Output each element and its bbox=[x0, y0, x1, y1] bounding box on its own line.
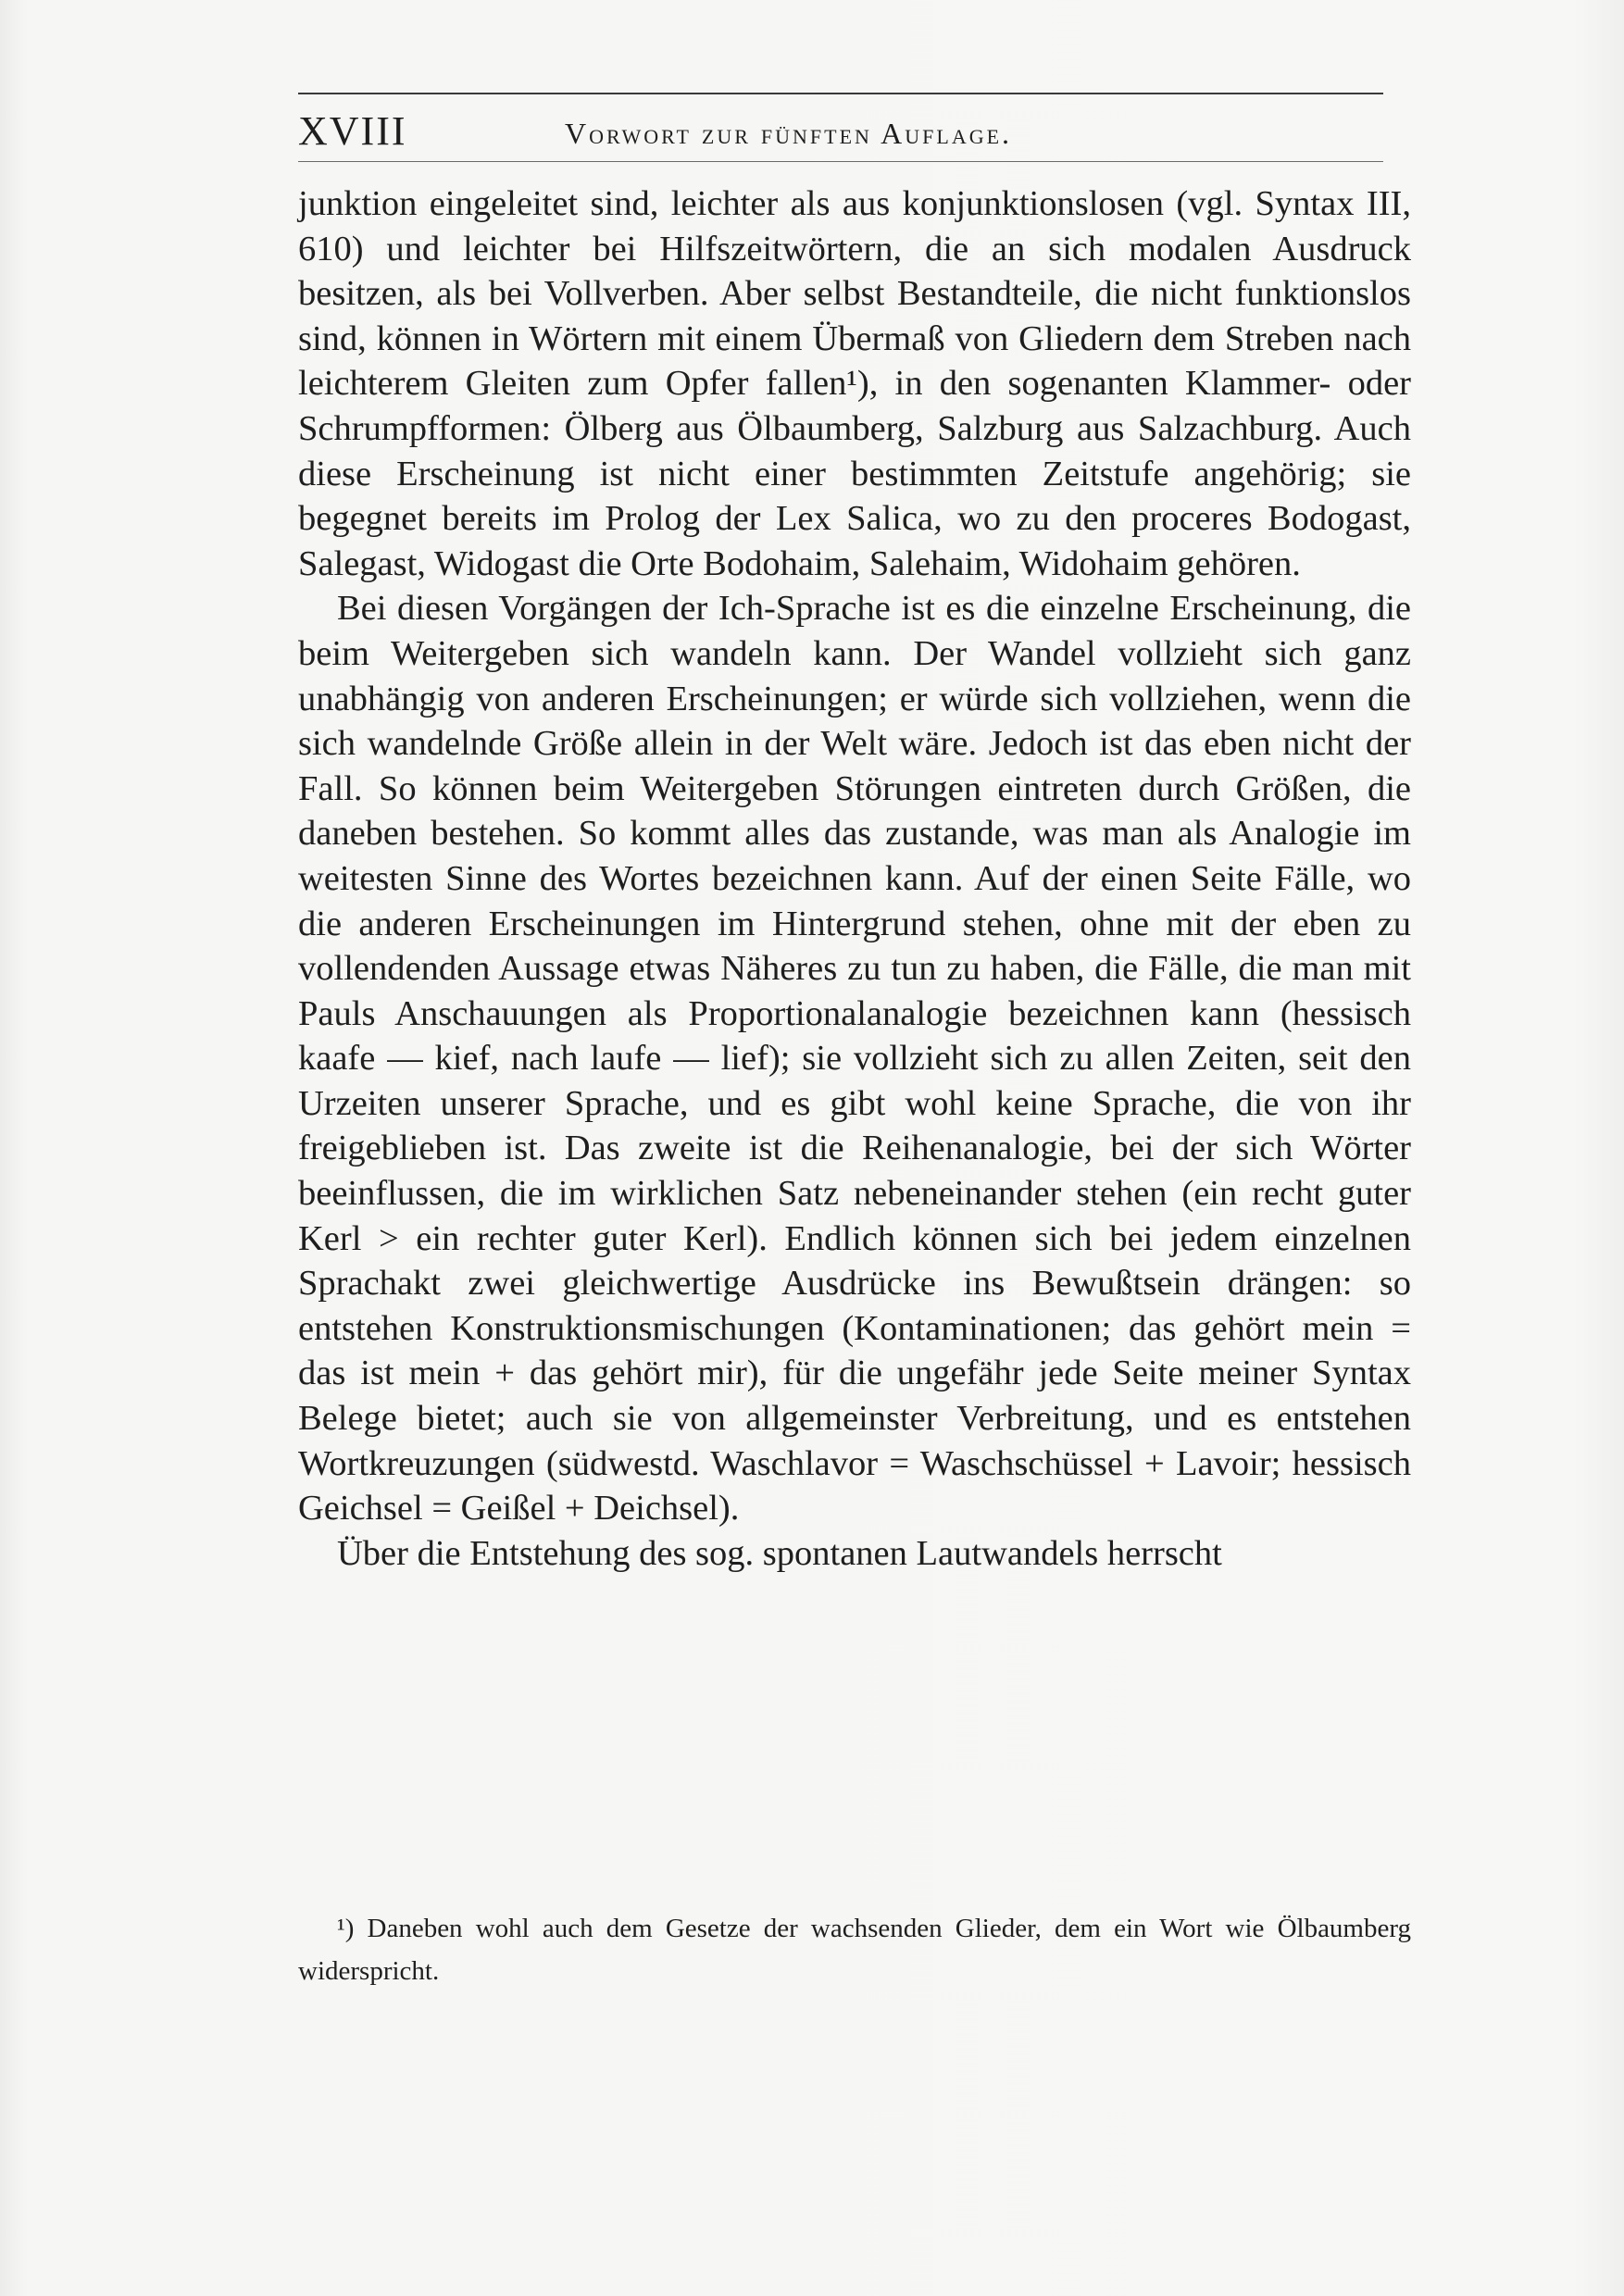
footnote: ¹) Daneben wohl auch dem Gesetze der wachsenden Glieder, dem ein Wort wie Ölbaumberg widerspricht. bbox=[298, 1914, 1411, 1986]
body-text bbox=[298, 181, 1411, 1576]
page-number: XVIII bbox=[298, 108, 407, 154]
header-rule-bottom bbox=[298, 161, 1383, 162]
paragraph-1: junktion eingeleitet sind, leichter als aus konjunktionslosen (vgl. Syntax III, 610) und leichter bei Hilfszeitwörtern, die an sich modalen Ausdruck besitzen, als bei Vollverben. Aber selbst Bestandteile, die nicht funktionslos sind, können in Wörtern mit einem Übermaß von Gliedern dem Streben nach leichterem Gleiten zum Opfer fallen¹), in den sogenanten Klammer- oder Schrumpfformen: Ölberg aus Ölbaumberg, Salzburg aus Salzachburg. Auch diese Erscheinung ist nicht einer bestimmten Zeitstufe angehörig; sie begegnet bereits im Prolog der Lex Salica, wo zu den proceres Bodogast, Salegast, Widogast die Orte Bodohaim, Salehaim, Widohaim gehören. bbox=[298, 184, 1411, 583]
paragraph-3: Über die Entstehung des sog. spontanen Lautwandels herrscht bbox=[337, 1533, 1222, 1573]
header-rule-top bbox=[298, 93, 1383, 94]
running-head: Vorwort zur fünften Auflage. bbox=[565, 117, 1013, 150]
paragraph-2: Bei diesen Vorgängen der Ich-Sprache ist es die einzelne Erscheinung, die beim Weitergeben sich wandeln kann. Der Wandel vollzieht sich ganz unabhängig von anderen Erscheinungen; er würde sich vollziehen, wenn die sich wandelnde Größe allein in der Welt wäre. Jedoch ist das eben nicht der Fall. So können beim Weitergeben Störungen eintreten durch Größen, die daneben bestehen. So kommt alles das zustande, was man als Analogie im weitesten Sinne des Wortes bezeichnen kann. Auf der einen Seite Fälle, wo die anderen Erscheinungen im Hintergrund stehen, ohne mit der eben zu vollendenden Aussage etwas Näheres zu tun zu haben, die Fälle, die man mit Pauls Anschauungen als Proportionalanalogie bezeichnen kann (hessisch kaafe — kief, nach laufe — lief); sie vollzieht sich zu allen Zeiten, seit den Urzeiten unserer Sprache, und es gibt wohl keine Sprache, die von ihr freigeblieben ist. Das zweite ist die Reihenanalogie, bei der sich Wörter beeinflussen, die im wirklichen Satz nebeneinander stehen (ein recht guter Kerl > ein rechter guter Kerl). Endlich können sich bei jedem einzelnen Sprachakt zwei gleichwertige Ausdrücke ins Bewußtsein drängen: so entstehen Konstruktionsmischungen (Kontaminationen; das gehört mein = das ist mein + das gehört mir), für die ungefähr jede Seite meiner Syntax Belege bietet; auch sie von allgemeinster Verbreitung, und es entstehen Wortkreuzungen (südwestd. Waschlavor = Waschschüssel + Lavoir; hessisch Geichsel = Geißel + Deichsel). bbox=[298, 589, 1411, 1529]
